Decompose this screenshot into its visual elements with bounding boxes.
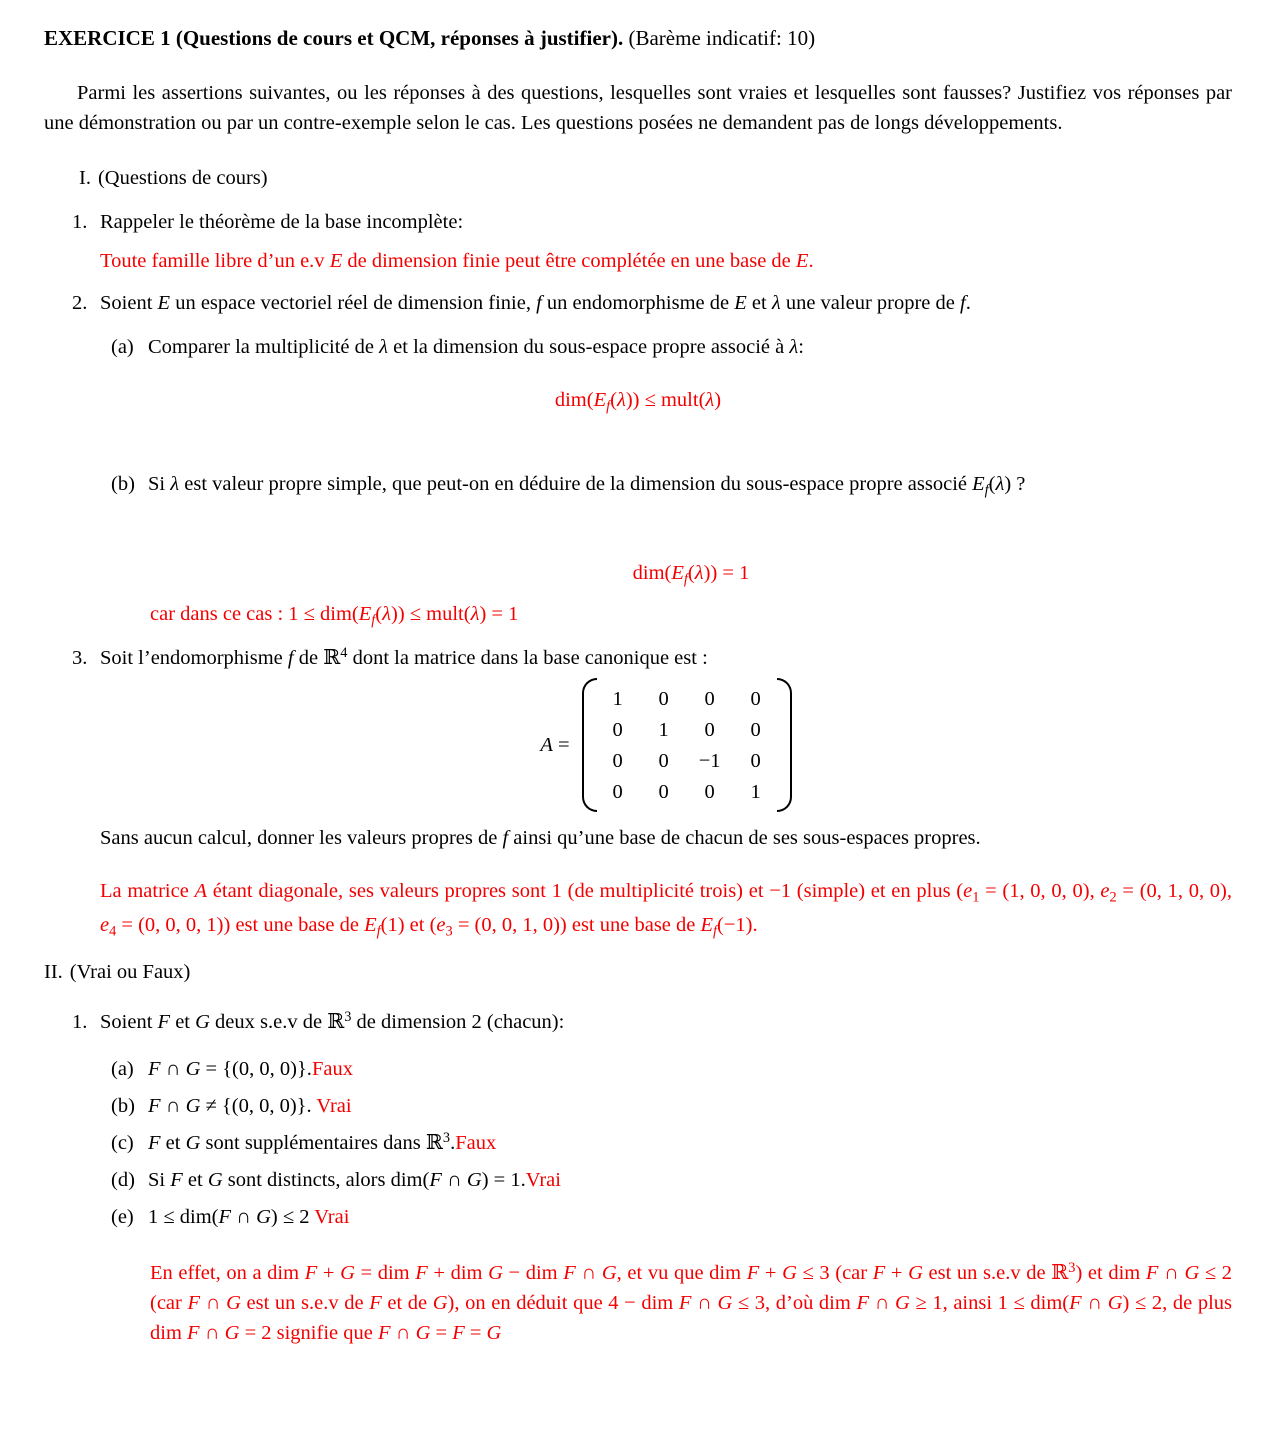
matrix-cell: −1	[698, 749, 721, 772]
verdict-text: Vrai	[314, 1206, 350, 1228]
text-run: = dim	[354, 1262, 416, 1284]
text-run: G	[1184, 1262, 1200, 1284]
vf-item-e-text	[148, 1202, 1232, 1232]
text-run: Si	[148, 1169, 171, 1191]
text-run: E	[795, 250, 809, 272]
justification-paragraph	[150, 1258, 1232, 1348]
text-run: Soient	[100, 1011, 158, 1033]
text-run: La matrice	[100, 880, 195, 902]
text-run: + dim	[427, 1262, 489, 1284]
text-run: Si	[148, 473, 171, 495]
text-run: F	[452, 1322, 465, 1344]
intro-paragraph: Parmi les assertions suivantes, ou les réponses à des questions, lesquelles sont vraies et lesquelles sont fausses? Justifiez vos réponses par une démonstration ou par un contre-exemple selon le cas. Les questions posées ne demandent pas de longs développements.	[44, 82, 1232, 134]
question-2b	[111, 470, 1232, 498]
text-run: dim(	[632, 562, 672, 584]
text-run: λ	[995, 473, 1005, 495]
text-run: ) ≤ 2, de plus dim	[150, 1292, 1232, 1344]
text-run: G	[782, 1262, 797, 1284]
text-run: ∩	[160, 1095, 186, 1117]
answer-1	[100, 247, 1232, 275]
text-run: A	[540, 733, 553, 756]
text-run: − dim	[502, 1262, 564, 1284]
text-run: G	[195, 1011, 210, 1033]
question-3-text	[100, 644, 1232, 672]
text-run: .	[450, 1132, 456, 1154]
text-run: ), on en déduit que 4 − dim	[447, 1292, 679, 1314]
text-run: f	[713, 923, 718, 940]
text-run: E	[734, 292, 747, 314]
text-run: G	[185, 1058, 201, 1080]
text-run: F	[369, 1292, 382, 1314]
text-run: A	[194, 880, 208, 902]
text-run: e	[436, 914, 446, 936]
text-run: 3	[442, 1129, 451, 1146]
matrix-right-paren	[777, 678, 792, 812]
text-run: sont supplémentaires dans	[200, 1132, 426, 1154]
text-run: )	[714, 389, 722, 411]
text-run: 3	[1068, 1259, 1076, 1276]
text-run: G	[486, 1322, 502, 1344]
matrix-cell: 0	[612, 749, 623, 772]
text-run: ≤ 2 (car	[150, 1262, 1233, 1314]
text-run: ∩	[199, 1322, 225, 1344]
text-run: car dans ce cas : 1 ≤ dim(	[150, 603, 359, 625]
vf-item-b-label: (b)	[111, 1095, 135, 1117]
text-run: ≠ {(0, 0, 0)}.	[200, 1095, 317, 1117]
text-run: E	[593, 389, 607, 411]
vf-item-a-text	[148, 1054, 1232, 1084]
text-run: λ	[170, 473, 180, 495]
page-title	[44, 24, 1232, 52]
vf-item-c-label: (c)	[111, 1132, 134, 1154]
text-run: ≤ 3, d’où dim	[732, 1292, 857, 1314]
text-run: F	[157, 1011, 171, 1033]
text-run: , et vu que dim	[616, 1262, 747, 1284]
matrix-cell: 0	[658, 687, 669, 710]
text-run: et	[160, 1132, 186, 1154]
text-run: (	[687, 562, 695, 584]
text-run: est valeur propre simple, que peut-on en déduire de la dimension du sous-espace propre associé	[179, 473, 973, 495]
text-run: 2	[1109, 889, 1117, 906]
text-run: .	[808, 250, 814, 272]
text-run: Soit l’endomorphisme	[100, 647, 288, 669]
question-2-text	[100, 289, 1232, 317]
text-run: ) ?	[1004, 473, 1026, 495]
vf-item-d-label: (d)	[111, 1169, 135, 1191]
vf-item-e	[111, 1202, 1232, 1232]
text-run: ℝ	[327, 1011, 345, 1033]
section-1-title: (Questions de cours)	[97, 167, 268, 189]
text-run: ainsi qu’une base de chacun de ses sous-espaces propres.	[508, 827, 981, 849]
text-run: F	[377, 1322, 391, 1344]
vf-item-c-text	[148, 1128, 1232, 1158]
question-2b-label: (b)	[111, 473, 135, 495]
text-run: F	[148, 1058, 161, 1080]
text-run: )) ≤ mult(	[625, 389, 706, 411]
text-run: est un s.e.v de	[922, 1262, 1052, 1284]
matrix-cell: 0	[704, 687, 715, 710]
text-run: F	[1145, 1262, 1159, 1284]
matrix-cell: 0	[658, 749, 669, 772]
text-run: dim(	[554, 389, 594, 411]
text-run: (	[988, 473, 996, 495]
text-run: ∩	[1081, 1292, 1108, 1314]
text-run: F	[856, 1292, 869, 1314]
text-run: G	[207, 1169, 223, 1191]
question-ii-1	[72, 1008, 1232, 1036]
text-run: G	[466, 1169, 482, 1191]
section-2-heading	[44, 958, 1232, 986]
text-run: G	[601, 1262, 617, 1284]
matrix-cell: 0	[704, 718, 715, 741]
text-run: F	[746, 1262, 760, 1284]
section-2-label: II.	[44, 961, 63, 983]
text-run: λ	[616, 389, 626, 411]
text-run: = {(0, 0, 0)}.	[200, 1058, 312, 1080]
text-run: G	[415, 1322, 431, 1344]
question-2a	[111, 333, 1232, 361]
text-run: deux s.e.v de	[209, 1011, 328, 1033]
grading-note: (Barème indicatif: 10)	[623, 26, 816, 50]
question-2-number: 2.	[72, 292, 88, 314]
exercise-title: EXERCICE 1 (Questions de cours et QCM, réponses à justifier).	[44, 26, 624, 50]
text-run: :	[798, 336, 804, 358]
text-run: G	[256, 1206, 271, 1228]
text-run: ) = 1.	[481, 1169, 526, 1191]
text-run: λ	[470, 603, 480, 625]
text-run: ≥ 1, ainsi 1 ≤ dim(	[909, 1292, 1070, 1314]
text-run: 1	[972, 889, 980, 906]
section-1-label: I.	[79, 167, 91, 189]
text-run: G	[224, 1322, 240, 1344]
matrix-left-paren	[582, 678, 597, 812]
text-run: étant diagonale, ses valeurs propres sont 1 (de multiplicité trois) et −1 (simple) et en plus (	[207, 880, 964, 902]
question-2a-label: (a)	[111, 336, 134, 358]
question-1-number: 1.	[72, 211, 88, 233]
text-run: f	[984, 482, 989, 499]
text-run: E	[364, 914, 377, 936]
text-run: = 2 signifie que	[239, 1322, 378, 1344]
text-run: f	[536, 292, 542, 314]
question-ii-1-number: 1.	[72, 1011, 88, 1033]
text-run: )) ≤ mult(	[391, 603, 471, 625]
text-run: G	[226, 1292, 241, 1314]
text-run: de dimension finie peut être complétée en une base de	[342, 250, 796, 272]
text-run: F	[170, 1169, 183, 1191]
text-run: E	[157, 292, 171, 314]
matrix-cell: 0	[750, 749, 761, 772]
text-run: F	[148, 1095, 161, 1117]
text-run: F	[678, 1292, 692, 1314]
text-run: Comparer la multiplicité de	[148, 336, 380, 358]
text-run: ) = 1	[479, 603, 519, 625]
text-run: E	[972, 473, 985, 495]
answer-3	[100, 874, 1232, 942]
text-run: =	[464, 1322, 487, 1344]
answer-2b-note	[150, 600, 1232, 628]
text-run: G	[185, 1132, 201, 1154]
text-run: = (0, 0, 0, 1)) est une base de	[116, 914, 365, 936]
text-run: ∩	[868, 1292, 896, 1314]
matrix-cell: 0	[612, 718, 623, 741]
text-run: f	[371, 612, 376, 629]
text-run: ℝ	[323, 647, 341, 669]
text-run: F	[429, 1169, 442, 1191]
verdict-text: Vrai	[525, 1169, 561, 1191]
text-run: G	[895, 1292, 910, 1314]
text-run: f	[287, 647, 294, 669]
matrix-cell: 1	[658, 718, 669, 741]
text-run: f	[502, 827, 509, 849]
verdict-text: Vrai	[316, 1095, 352, 1117]
text-run: = (0, 1, 0, 0),	[1116, 880, 1233, 902]
vf-item-a-label: (a)	[111, 1058, 134, 1080]
text-run: est un s.e.v de	[240, 1292, 370, 1314]
text-run: 3	[344, 1008, 352, 1025]
text-run: 3	[445, 923, 453, 940]
text-run: (−1).	[717, 914, 758, 936]
matrix-cell: 1	[750, 780, 761, 803]
text-run: ∩	[390, 1322, 416, 1344]
text-run: F	[148, 1132, 161, 1154]
text-run: 4	[340, 644, 348, 661]
text-run: λ	[382, 603, 392, 625]
text-run: ) ≤ 2	[270, 1206, 315, 1228]
text-run: +	[317, 1262, 341, 1284]
verdict-text: Faux	[455, 1132, 497, 1154]
text-run: Toute famille libre d’un e.v	[100, 250, 330, 272]
text-run: =	[430, 1322, 453, 1344]
question-3	[72, 644, 1232, 672]
text-run: ∩	[200, 1292, 227, 1314]
text-run: ℝ	[1051, 1262, 1069, 1284]
section-2-title: (Vrai ou Faux)	[69, 961, 191, 983]
text-run: ℝ	[425, 1132, 443, 1154]
vf-item-d-text	[148, 1165, 1232, 1195]
section-1-heading	[79, 164, 1232, 192]
text-run: G	[1107, 1292, 1123, 1314]
text-run: F	[187, 1322, 200, 1344]
matrix-lhs	[540, 734, 569, 757]
text-run: F	[415, 1262, 428, 1284]
answer-2a-formula	[100, 385, 1176, 415]
text-run: λ	[789, 336, 799, 358]
text-run: et	[746, 292, 772, 314]
text-run: Sans aucun calcul, donner les valeurs propres de	[100, 827, 503, 849]
text-run: E	[671, 562, 684, 584]
text-run: +	[885, 1262, 909, 1284]
text-run: λ	[694, 562, 704, 584]
text-run: F	[872, 1262, 886, 1284]
text-run: ∩	[691, 1292, 718, 1314]
question-2b-text	[148, 470, 1232, 498]
text-run: une valeur propre de	[780, 292, 960, 314]
text-run: ∩	[160, 1058, 186, 1080]
text-run: G	[340, 1262, 355, 1284]
text-run: e	[963, 880, 973, 902]
text-run: λ	[771, 292, 781, 314]
matrix-cell: 0	[658, 780, 669, 803]
text-run: et	[182, 1169, 208, 1191]
matrix-grid	[597, 680, 777, 811]
text-run: (	[610, 389, 617, 411]
matrix-cell: 0	[704, 780, 715, 803]
text-run: =	[552, 733, 570, 756]
text-run: un endomorphisme de	[541, 292, 735, 314]
text-run: E	[700, 914, 714, 936]
text-run: = (0, 0, 1, 0)) est une base de	[452, 914, 701, 936]
text-run: (	[375, 603, 383, 625]
question-3-followup	[100, 824, 1232, 852]
text-run: e	[100, 914, 110, 936]
text-run: 1 ≤ dim(	[148, 1206, 219, 1228]
text-run: λ	[379, 336, 389, 358]
text-run: = (1, 0, 0, 0),	[979, 880, 1101, 902]
text-run: ∩	[1158, 1262, 1185, 1284]
question-1-text: Rappeler le théorème de la base incomplète:	[100, 211, 464, 233]
vf-item-e-label: (e)	[111, 1206, 134, 1228]
matrix-cell: 1	[612, 687, 623, 710]
text-run: G	[432, 1292, 448, 1314]
text-run: Soient	[100, 292, 158, 314]
text-run: f	[683, 571, 688, 588]
text-run: λ	[705, 389, 715, 411]
text-run: dont la matrice dans la base canonique est :	[347, 647, 708, 669]
text-run: E	[329, 250, 343, 272]
text-run: f	[960, 292, 966, 314]
text-run: et la dimension du sous-espace propre associé à	[388, 336, 790, 358]
vf-item-c	[111, 1128, 1232, 1158]
text-run: .	[965, 292, 971, 314]
vf-item-d	[111, 1165, 1232, 1195]
text-run: +	[759, 1262, 783, 1284]
verdict-text: Faux	[311, 1058, 353, 1080]
question-2a-text	[148, 333, 1232, 361]
question-2	[72, 289, 1232, 317]
text-run: de	[293, 647, 324, 669]
text-run: En effet, on a dim	[150, 1262, 305, 1284]
matrix-cell: 0	[750, 687, 761, 710]
matrix-cell: 0	[750, 718, 761, 741]
text-run: f	[376, 923, 381, 940]
vf-item-b-text	[148, 1091, 1232, 1121]
text-run: de dimension 2 (chacun):	[351, 1011, 565, 1033]
text-run: G	[908, 1262, 923, 1284]
text-run: f	[606, 398, 611, 415]
text-run: un espace vectoriel réel de dimension finie,	[170, 292, 537, 314]
question-3-number: 3.	[72, 647, 88, 669]
text-run: )) = 1	[703, 562, 750, 584]
vf-item-a	[111, 1054, 1232, 1084]
text-run: F	[1069, 1292, 1082, 1314]
text-run: F	[187, 1292, 201, 1314]
text-run: G	[488, 1262, 503, 1284]
text-run: F	[304, 1262, 318, 1284]
text-run: F	[563, 1262, 576, 1284]
question-1	[72, 208, 1232, 236]
matrix-equation	[100, 678, 1232, 812]
vf-item-b	[111, 1091, 1232, 1121]
text-run: G	[185, 1095, 201, 1117]
text-run: F	[218, 1206, 231, 1228]
text-run: sont distincts, alors dim(	[222, 1169, 430, 1191]
text-run: (1) et (	[380, 914, 437, 936]
text-run: 4	[109, 923, 117, 940]
text-run: ≤ 3 (car	[796, 1262, 873, 1284]
text-run: ∩	[575, 1262, 602, 1284]
text-run: ∩	[231, 1206, 257, 1228]
text-run: ∩	[441, 1169, 467, 1191]
text-run: et de	[381, 1292, 433, 1314]
text-run: e	[1100, 880, 1110, 902]
matrix-cell: 0	[612, 780, 623, 803]
text-run: ) et dim	[1075, 1262, 1146, 1284]
text-run: E	[358, 603, 372, 625]
text-run: G	[717, 1292, 733, 1314]
answer-2b-formula	[150, 558, 1232, 588]
text-run: et	[170, 1011, 196, 1033]
question-ii-1-text	[100, 1008, 1232, 1036]
